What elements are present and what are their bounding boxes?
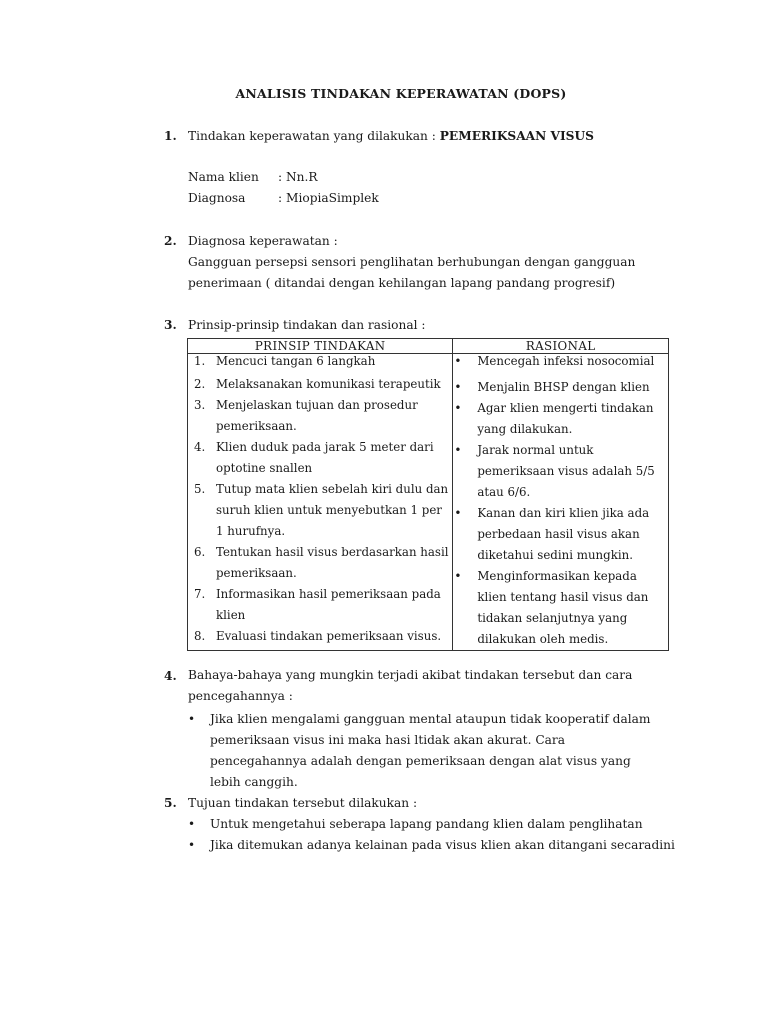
section-1-heading: [188, 129, 594, 143]
step-text: Tutup mata klien sebelah kiri dulu dan suruh klien untuk menyebutkan 1 per 1 hurufnya.: [216, 482, 449, 538]
table-body-row: [188, 354, 669, 651]
table-header-row: [188, 339, 669, 354]
column-header-principles: PRINSIP TINDAKAN: [188, 339, 453, 354]
step-text: Menjelaskan tujuan dan prosedur pemeriksaan.: [216, 398, 418, 433]
section-2-line: penerimaan ( ditandai dengan kehilangan lapang pandang progresif): [188, 276, 616, 290]
section-5-bullets: [188, 814, 688, 856]
bullet-icon: •: [454, 506, 462, 520]
list-item: [188, 542, 452, 584]
bullet-icon: •: [454, 380, 462, 394]
rationale-list: [453, 354, 668, 650]
list-item: [188, 814, 688, 835]
section-4-bullets: [188, 709, 658, 793]
list-item: [188, 479, 452, 542]
list-item: [188, 709, 658, 793]
step-text: Evaluasi tindakan pemeriksaan visus.: [216, 629, 442, 643]
principles-table: [187, 338, 669, 651]
rationale-text: Mencegah infeksi nosocomial: [477, 354, 655, 368]
section-4-line: Bahaya-bahaya yang mungkin terjadi akibat tindakan tersebut dan cara: [188, 668, 633, 682]
section-3-heading: Prinsip-prinsip tindakan dan rasional :: [188, 318, 426, 332]
column-header-rationale: RASIONAL: [453, 339, 669, 354]
principles-cell: [188, 354, 453, 651]
list-item: [453, 398, 668, 440]
step-text: Mencuci tangan 6 langkah: [216, 354, 376, 368]
step-text: Informasikan hasil pemeriksaan pada klien: [216, 587, 441, 622]
list-item: [188, 374, 452, 395]
principles-list: [188, 354, 452, 647]
rationale-text: Agar klien mengerti tindakan yang dilakukan.: [477, 401, 654, 436]
step-number: 7.: [194, 587, 206, 601]
section-1-value: PEMERIKSAAN VISUS: [439, 129, 594, 143]
section-1-label: Tindakan keperawatan yang dilakukan :: [188, 129, 440, 143]
step-number: 6.: [194, 545, 206, 559]
section-2-number: 2.: [164, 234, 177, 248]
list-item: [188, 395, 452, 437]
step-text: Tentukan hasil visus berdasarkan hasil pemeriksaan.: [216, 545, 449, 580]
bullet-icon: •: [454, 443, 462, 457]
rationale-text: Kanan dan kiri klien jika ada perbedaan hasil visus akan diketahui sedini mungkin.: [477, 506, 650, 562]
diagnosis-value: : MiopiaSimplek: [278, 191, 379, 205]
section-5-heading: Tujuan tindakan tersebut dilakukan :: [188, 796, 418, 810]
step-number: 2.: [194, 377, 206, 391]
step-text: Melaksanakan komunikasi terapeutik: [216, 377, 441, 391]
bullet-icon: •: [188, 712, 196, 726]
step-number: 1.: [194, 354, 206, 368]
list-item: [188, 626, 452, 647]
list-item: [453, 377, 668, 398]
document-title: ANALISIS TINDAKAN KEPERAWATAN (DOPS): [235, 86, 567, 101]
bullet-icon: •: [454, 569, 462, 583]
list-item: [188, 354, 452, 368]
step-number: 8.: [194, 629, 206, 643]
section-2-heading: Diagnosa keperawatan :: [188, 234, 338, 248]
diagnosis-label: Diagnosa: [188, 191, 246, 205]
bullet-text: Jika ditemukan adanya kelainan pada visus klien akan ditangani secaradini: [210, 838, 675, 852]
section-2-text: [188, 252, 635, 294]
section-1-number: 1.: [164, 129, 177, 143]
list-item: [188, 437, 452, 479]
section-2-line: Gangguan persepsi sensori penglihatan berhubungan dengan gangguan: [188, 255, 636, 269]
bullet-icon: •: [188, 838, 196, 852]
bullet-icon: •: [454, 401, 462, 415]
section-3-number: 3.: [164, 318, 177, 332]
rationale-text: Jarak normal untuk pemeriksaan visus adalah 5/5 atau 6/6.: [477, 443, 655, 499]
list-item: [453, 354, 668, 369]
bullet-icon: •: [454, 354, 462, 368]
list-item: [453, 566, 668, 650]
step-number: 4.: [194, 440, 206, 454]
bullet-text: Untuk mengetahui seberapa lapang pandang klien dalam penglihatan: [210, 817, 643, 831]
section-4-heading: [188, 665, 632, 707]
list-item: [453, 440, 668, 503]
rationale-cell: [453, 354, 669, 651]
list-item: [188, 584, 452, 626]
rationale-text: Menjalin BHSP dengan klien: [477, 380, 650, 394]
step-number: 5.: [194, 482, 206, 496]
bullet-text: Jika klien mengalami gangguan mental ataupun tidak kooperatif dalam pemeriksaan visus ini maka hasi ltidak akan akurat. Cara pencegahannya adalah dengan pemeriksaan dengan alat visus yang lebih canggih.: [210, 712, 651, 789]
client-name-value: : Nn.R: [278, 170, 318, 184]
section-4-number: 4.: [164, 669, 177, 683]
client-name-label: Nama klien: [188, 170, 259, 184]
bullet-icon: •: [188, 817, 196, 831]
step-number: 3.: [194, 398, 206, 412]
rationale-text: Menginformasikan kepada klien tentang hasil visus dan tidakan selanjutnya yang dilakukan oleh medis.: [477, 569, 649, 646]
section-4-line: pencegahannya :: [188, 689, 293, 703]
step-text: Klien duduk pada jarak 5 meter dari optotine snallen: [216, 440, 434, 475]
list-item: [453, 503, 668, 566]
list-item: [188, 835, 688, 856]
section-5-number: 5.: [164, 796, 177, 810]
